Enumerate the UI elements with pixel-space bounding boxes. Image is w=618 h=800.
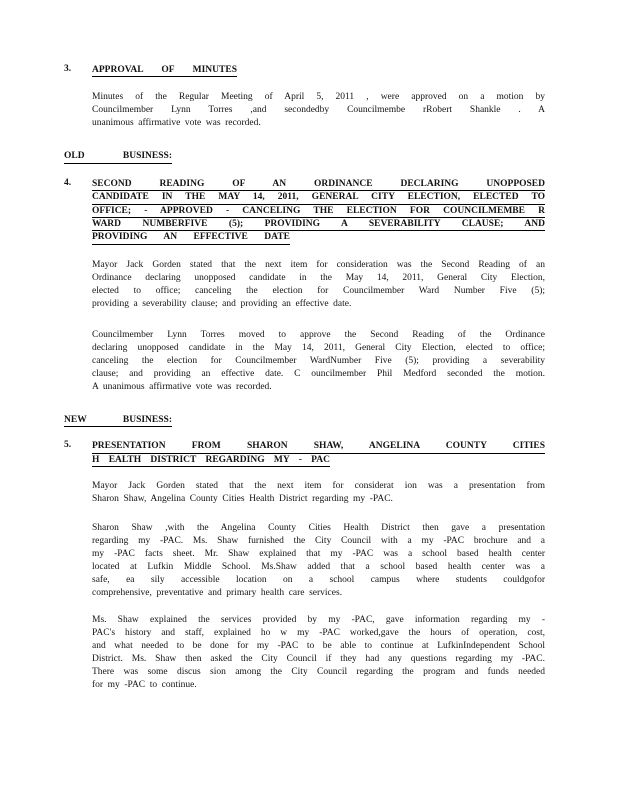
section-4-heading-line: OFFICE; - APPROVED - CANCELING THE ELECTION FOR COUNCILMEMBE R: [92, 205, 545, 218]
section-5-heading-line: H EALTH DISTRICT REGARDING MY - PAC: [92, 454, 330, 467]
new-business-heading: NEW BUSINESS:: [64, 414, 172, 427]
section-4-heading-line: WARD NUMBERFIVE (5); PROVIDING A SEVERABILITY CLAUSE; AND: [92, 218, 545, 231]
paragraph-line: comprehensive, preventative and primary health care services.: [92, 588, 343, 599]
paragraph-line: declaring unopposed candidate in the May 14, 2011, General City Election, elected to office;: [92, 342, 545, 353]
old-business-heading: OLD BUSINESS:: [64, 150, 172, 163]
paragraph-line: canceling the election for Councilmember WardNumber Five (5); providing a severability: [92, 355, 545, 366]
section-3-approval-of-minutes: [64, 64, 545, 77]
paragraph-line: There was some discus sion among the City Council regarding the program and funds needed: [92, 667, 545, 678]
paragraph-line: unanimous affirmative vote was recorded.: [92, 118, 261, 129]
section-4-heading-line: CANDIDATE IN THE MAY 14, 2011, GENERAL CITY ELECTION, ELECTED TO: [92, 191, 545, 204]
section-5-paragraph-2: [92, 522, 545, 600]
paragraph-line: for my -PAC to continue.: [92, 680, 197, 691]
section-5-paragraph-3: [92, 614, 545, 692]
paragraph-line: and what needed to be done for my -PAC to be able to continue at LufkinIndependent School: [92, 641, 545, 652]
paragraph-line: safe, ea sily accessible location on a school campus where students couldgofor: [92, 575, 545, 586]
section-4-paragraph-1: [92, 259, 545, 311]
paragraph-line: Sharon Shaw ,with the Angelina County Cities Health District then gave a presentation: [92, 523, 545, 534]
paragraph-line: District. Ms. Shaw then asked the City Council if they had any questions regarding my -PAC.: [92, 654, 545, 665]
section-3-heading: APPROVAL OF MINUTES: [92, 64, 237, 77]
section-4-heading-line: PROVIDING AN EFFECTIVE DATE: [92, 231, 290, 244]
section-5-heading-line: PRESENTATION FROM SHARON SHAW, ANGELINA COUNTY CITIES: [92, 440, 545, 453]
paragraph-line: Councilmember Lynn Torres moved to approve the Second Reading of the Ordinance: [92, 329, 545, 340]
paragraph-line: elected to office; canceling the election for Councilmember Ward Number Five (5);: [92, 285, 545, 296]
paragraph-line: PAC's history and staff, explained ho w my -PAC worked,gave the hours of operation, cost,: [92, 628, 545, 639]
section-5-presentation-mypac: [64, 440, 545, 467]
paragraph-line: Mayor Jack Gorden stated that the next item for considerat ion was a presentation from: [92, 481, 545, 492]
section-4-heading-line: SECOND READING OF AN ORDINANCE DECLARING UNOPPOSED: [92, 178, 545, 191]
paragraph-line: Sharon Shaw, Angelina County Cities Health District regarding my -PAC.: [92, 494, 393, 505]
paragraph-line: providing a severability clause; and providing an effective date.: [92, 298, 352, 309]
paragraph-line: regarding my -PAC. Ms. Shaw furnished the City Council with a my -PAC brochure and a: [92, 536, 545, 547]
section-4-ordinance-second-reading: [64, 177, 545, 245]
section-3-paragraph: [92, 91, 545, 130]
paragraph-line: my -PAC facts sheet. Mr. Shaw explained that my -PAC was a school based health center: [92, 549, 545, 560]
section-4-paragraph-2: [92, 329, 545, 394]
section-number: 5.: [64, 440, 72, 451]
paragraph-line: Minutes of the Regular Meeting of April 5, 2011 , were approved on a motion by: [92, 92, 545, 103]
paragraph-line: Councilmember Lynn Torres ,and secondedby Councilmembe rRobert Shankle . A: [92, 105, 545, 116]
paragraph-line: Mayor Jack Gorden stated that the next item for consideration was the Second Reading of an: [92, 259, 545, 270]
section-5-paragraph-1: [92, 480, 545, 506]
paragraph-line: Ms. Shaw explained the services provided by my -PAC, gave information regarding my -: [92, 615, 545, 626]
paragraph-line: A unanimous affirmative vote was recorded.: [92, 381, 272, 392]
paragraph-line: clause; and providing an effective date. C ouncilmember Phil Medford seconded the motion.: [92, 368, 545, 379]
section-number: 4.: [64, 177, 72, 188]
section-number: 3.: [64, 64, 72, 74]
paragraph-line: Ordinance declaring unopposed candidate in the May 14, 2011, General City Election,: [92, 272, 545, 283]
paragraph-line: located at Lufkin Middle School. Ms.Shaw added that a school based health center was a: [92, 562, 545, 573]
